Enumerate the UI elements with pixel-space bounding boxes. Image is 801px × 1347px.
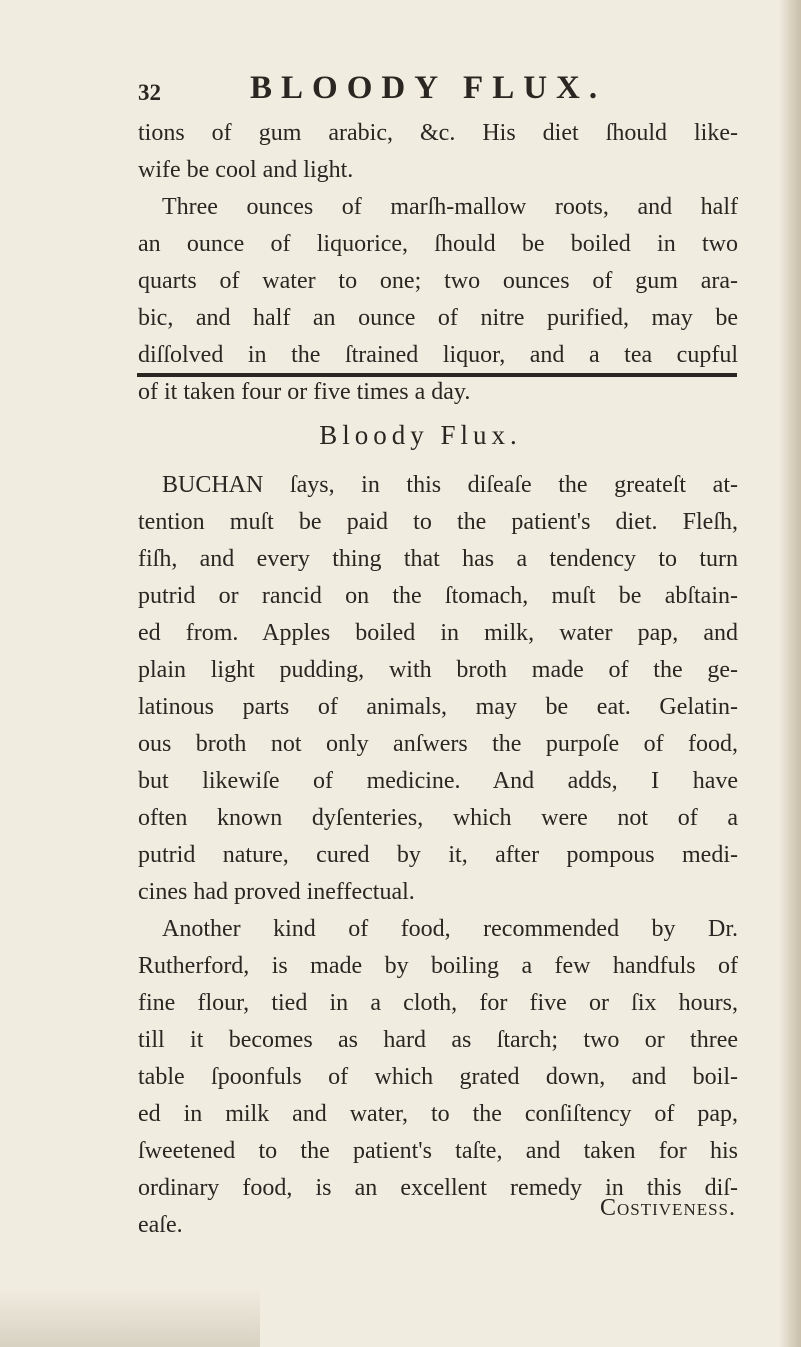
text-line: ed in milk and water, to the conſiſtency of pap, (138, 1101, 738, 1127)
text-line: ous broth not only anſwers the purpoſe of food, (138, 731, 738, 757)
page-shadow (0, 1287, 260, 1347)
text-line: Another kind of food, recommended by Dr. (162, 916, 738, 942)
text-line: of it taken four or five times a day. (138, 379, 471, 405)
text-line: plain light pudding, with broth made of the ge- (138, 657, 738, 683)
text-line: BUCHAN ſays, in this diſeaſe the greateſt at- (162, 472, 738, 498)
section-heading: Bloody Flux. (319, 420, 522, 450)
text-line: eaſe. (138, 1212, 183, 1238)
text-line: wife be cool and light. (138, 157, 354, 183)
text-line: Three ounces of marſh-mallow roots, and half (162, 194, 738, 220)
page-number: 32 (138, 80, 161, 105)
body-text (138, 467, 738, 1244)
text-line: Rutherford, is made by boiling a few handfuls of (138, 953, 738, 979)
text-line: fiſh, and every thing that has a tendency to turn (138, 546, 738, 572)
text-line: but likewiſe of medicine. And adds, I have (138, 768, 738, 794)
text-line: ed from. Apples boiled in milk, water pap, and (138, 620, 738, 646)
text-line: till it becomes as hard as ſtarch; two or three (138, 1027, 738, 1053)
text-line: putrid nature, cured by it, after pompous medi- (138, 842, 738, 868)
text-line: fine flour, tied in a cloth, for five or ſix hours, (138, 990, 738, 1016)
section-divider (137, 373, 737, 377)
text-line: tions of gum arabic, &c. His diet ſhould like- (138, 120, 738, 146)
text-line: bic, and half an ounce of nitre purified, may be (138, 305, 738, 331)
text-line: table ſpoonfuls of which grated down, and boil- (138, 1064, 738, 1090)
text-line: ſweetened to the patient's taſte, and taken for his (138, 1138, 738, 1164)
text-line: cines had proved ineffectual. (138, 879, 415, 905)
continuation-text (138, 115, 738, 411)
text-line: ordinary food, is an excellent remedy in this diſ- (138, 1175, 738, 1201)
page-edge (779, 0, 801, 1347)
text-line: often known dyſenteries, which were not of a (138, 805, 738, 831)
page-header (98, 62, 698, 106)
running-head: BLOODY FLUX. (250, 70, 607, 106)
text-line: tention muſt be paid to the patient's diet. Fleſh, (138, 509, 738, 535)
text-line: diſſolved in the ſtrained liquor, and a tea cupful (138, 342, 738, 368)
catchword: Costiveness. (600, 1195, 737, 1221)
text-line: latinous parts of animals, may be eat. Gelatin- (138, 694, 738, 720)
text-line: putrid or rancid on the ſtomach, muſt be abſtain- (138, 583, 738, 609)
text-line: an ounce of liquorice, ſhould be boiled in two (138, 231, 738, 257)
text-line: quarts of water to one; two ounces of gum ara- (138, 268, 738, 294)
